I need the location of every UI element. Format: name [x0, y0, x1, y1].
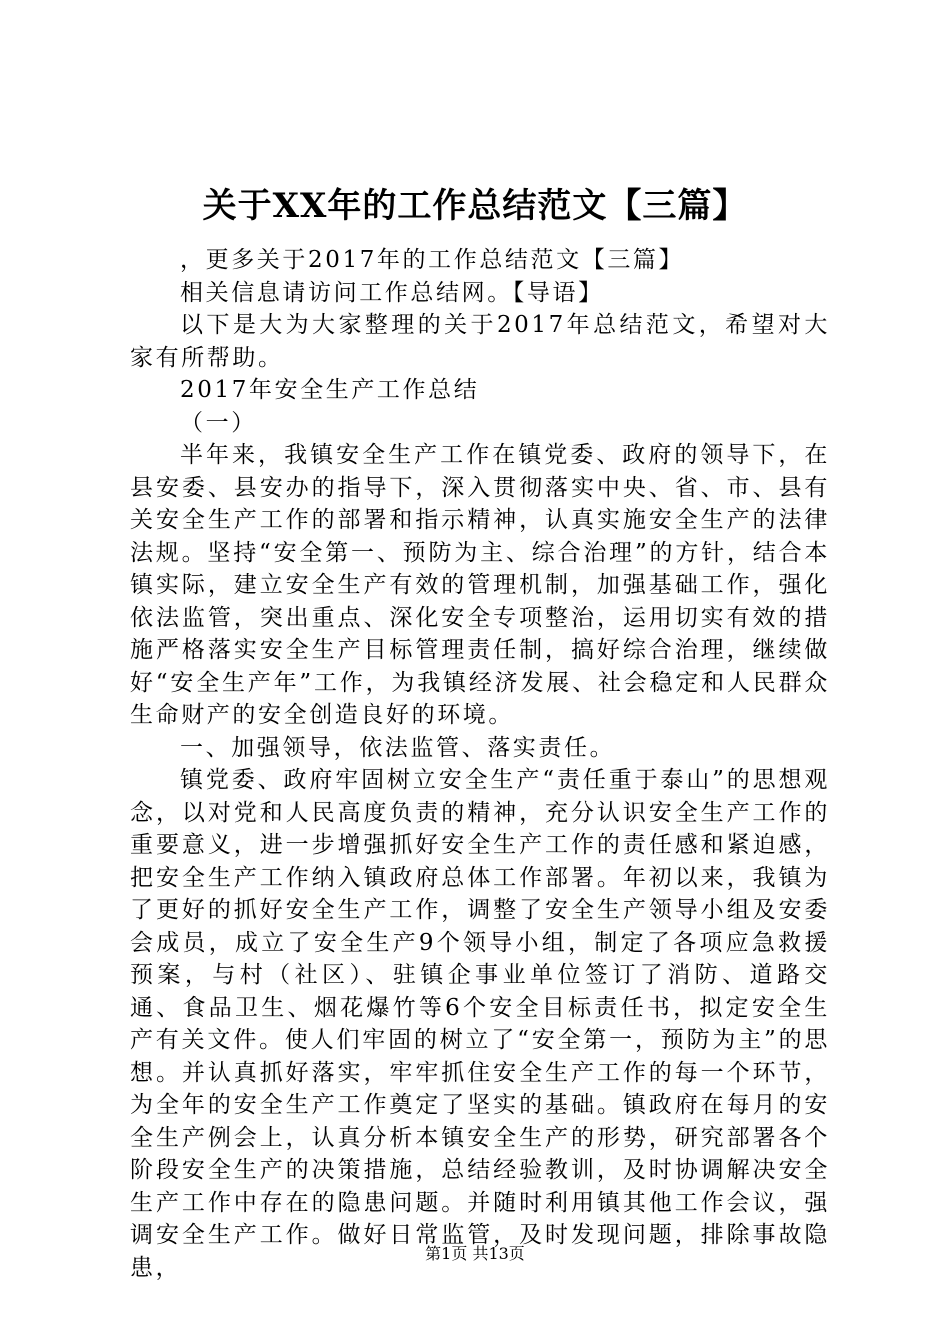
- section-heading: 2017年安全生产工作总结: [180, 377, 480, 403]
- paragraph-intro-2: 相关信息请访问工作总结网。【导语】: [180, 279, 604, 306]
- paragraph-leadership: 镇党委、政府牢固树立安全生产“责任重于泰山”的思想观念，以对党和人民高度负责的精神，充分认识安全生产工作的重要意义，进一步增强抓好安全生产工作的责任感和紧迫感，把安全生产工作纳入镇政府总体工作部署。年初以来，我镇为了更好的抓好安全生产工作，调整了安全生产领导小组及安委会成员，成立了安全生产9个领导小组，制定了各项应急救援预案，与村（社区）、驻镇企事业单位签订了消防、道路交通、食品卫生、烟花爆竹等6个安全目标责任书，拟定安全生产有关文件。使人们牢固的树立了“安全第一，预防为主”的思想。并认真抓好落实，牢牢抓住安全生产工作的每一个环节，为全年的安全生产工作奠定了坚实的基础。镇政府在每月的安全生产例会上，认真分析本镇安全生产的形势，研究部署各个阶段安全生产的决策措施，总结经验教训，及时协调解决安全生产工作中存在的隐患问题。并随时利用镇其他工作会议，强调安全生产工作。做好日常监管，及时发现问题，排除事故隐患，: [130, 767, 830, 1281]
- paragraph-summary: 半年来，我镇安全生产工作在镇党委、政府的领导下，在县安委、县安办的指导下，深入贯彻落实中央、省、市、县有关安全生产工作的部署和指示精神，认真实施安全生产的法律法规。坚持“安全第一、预防为主、综合治理”的方针，结合本镇实际，建立安全生产有效的管理机制，加强基础工作，强化依法监管，突出重点、深化安全专项整治，运用切实有效的措施严格落实安全生产目标管理责任制，搞好综合治理，继续做好“安全生产年”工作，为我镇经济发展、社会稳定和人民群众生命财产的安全创造良好的环境。: [130, 442, 830, 728]
- document-title: 关于XX年的工作总结范文【三篇】: [202, 186, 748, 226]
- page-footer: 第1页 共13页: [425, 1244, 525, 1263]
- paragraph-intro-3: 以下是大为大家整理的关于2017年总结范文，希望对大家有所帮助。: [130, 312, 830, 371]
- section-number: （一）: [180, 409, 257, 436]
- subsection-heading: 一、加强领导，依法监管、落实责任。: [180, 734, 616, 761]
- document-body: [130, 244, 830, 1284]
- paragraph-intro-1: ，更多关于2017年的工作总结范文【三篇】: [180, 247, 685, 273]
